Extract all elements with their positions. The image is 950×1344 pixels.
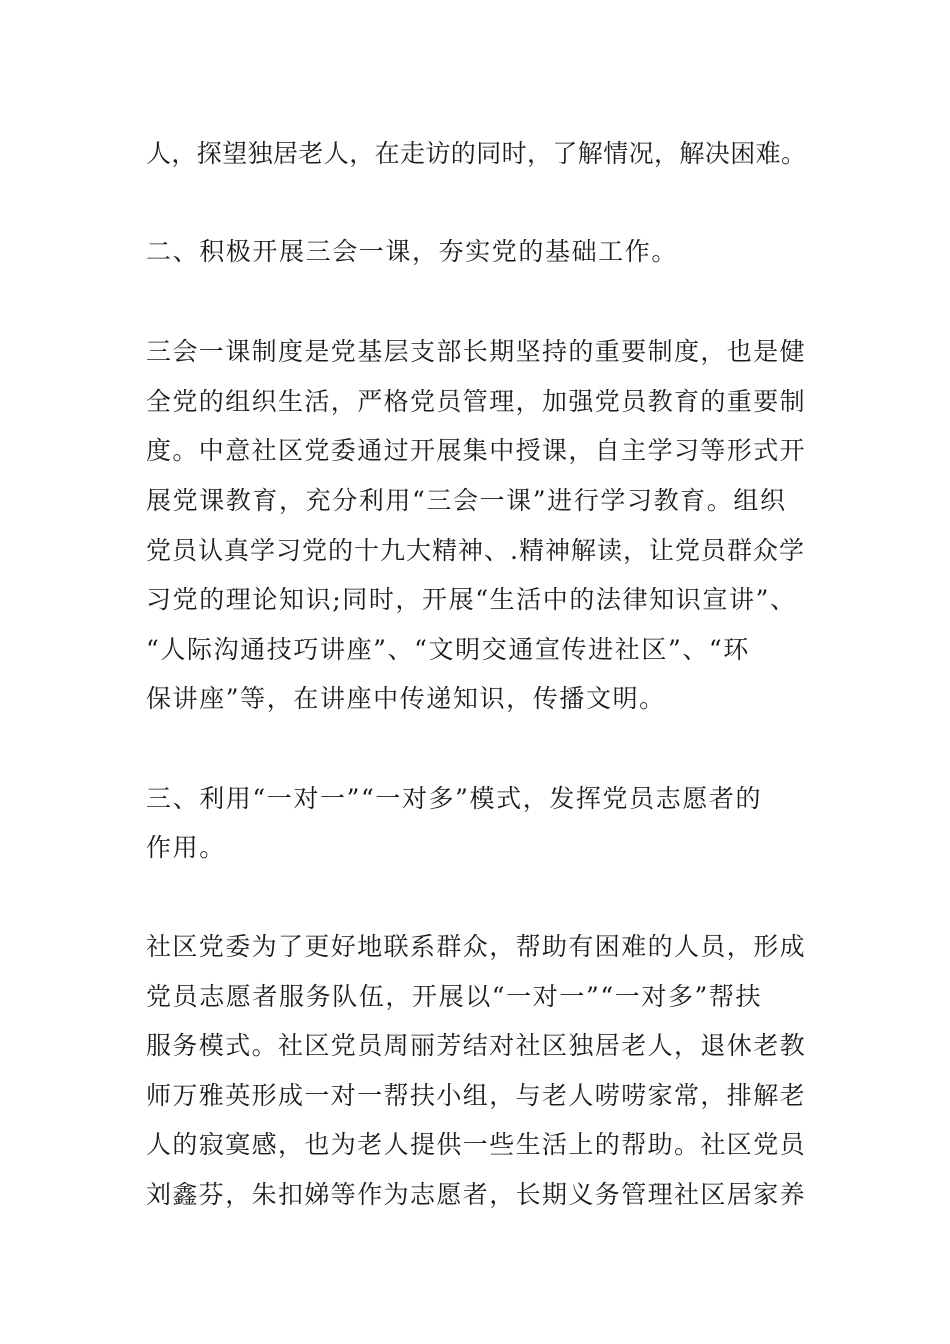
paragraph-line: 展党课教育，充分利用“三会一课”进行学习教育。组织 — [146, 486, 787, 515]
paragraph-line: 保讲座”等，在讲座中传递知识，传播文明。 — [146, 684, 666, 713]
paragraph-line: 度。中意社区党委通过开展集中授课，自主学习等形式开 — [146, 436, 807, 465]
paragraph-line: 三会一课制度是党基层支部长期坚持的重要制度，也是健 — [146, 337, 807, 366]
paragraph-line: 党员志愿者服务队伍，开展以“一对一”“一对多”帮扶 — [146, 982, 763, 1011]
paragraph-line: 服务模式。社区党员周丽芳结对社区独居老人，退休老教 — [146, 1031, 807, 1060]
paragraph-line: 全党的组织生活，严格党员管理，加强党员教育的重要制 — [146, 387, 807, 416]
paragraph-line: 习党的理论知识;同时，开展“生活中的法律知识宣讲”、 — [146, 585, 797, 614]
paragraph-line: 党员认真学习党的十九大精神、.精神解读，让党员群众学 — [146, 536, 805, 565]
paragraph-line: 师万雅英形成一对一帮扶小组，与老人唠唠家常，排解老 — [146, 1081, 807, 1110]
paragraph-continuation-line: 人，探望独居老人，在走访的同时，了解情况，解决困难。 — [146, 139, 807, 168]
section-heading-two: 二、积极开展三会一课，夯实党的基础工作。 — [146, 237, 679, 266]
paragraph-line: 刘鑫芬，朱扣娣等作为志愿者，长期义务管理社区居家养 — [146, 1180, 807, 1209]
paragraph-line: “人际沟通技巧讲座”、“文明交通宣传进社区”、“环 — [146, 635, 750, 664]
paragraph-line: 人的寂寞感，也为老人提供一些生活上的帮助。社区党员 — [146, 1130, 807, 1159]
section-heading-three-continuation: 作用。 — [146, 833, 226, 862]
paragraph-line: 社区党委为了更好地联系群众，帮助有困难的人员，形成 — [146, 932, 807, 961]
section-heading-three: 三、利用“一对一”“一对多”模式，发挥党员志愿者的 — [146, 784, 763, 813]
